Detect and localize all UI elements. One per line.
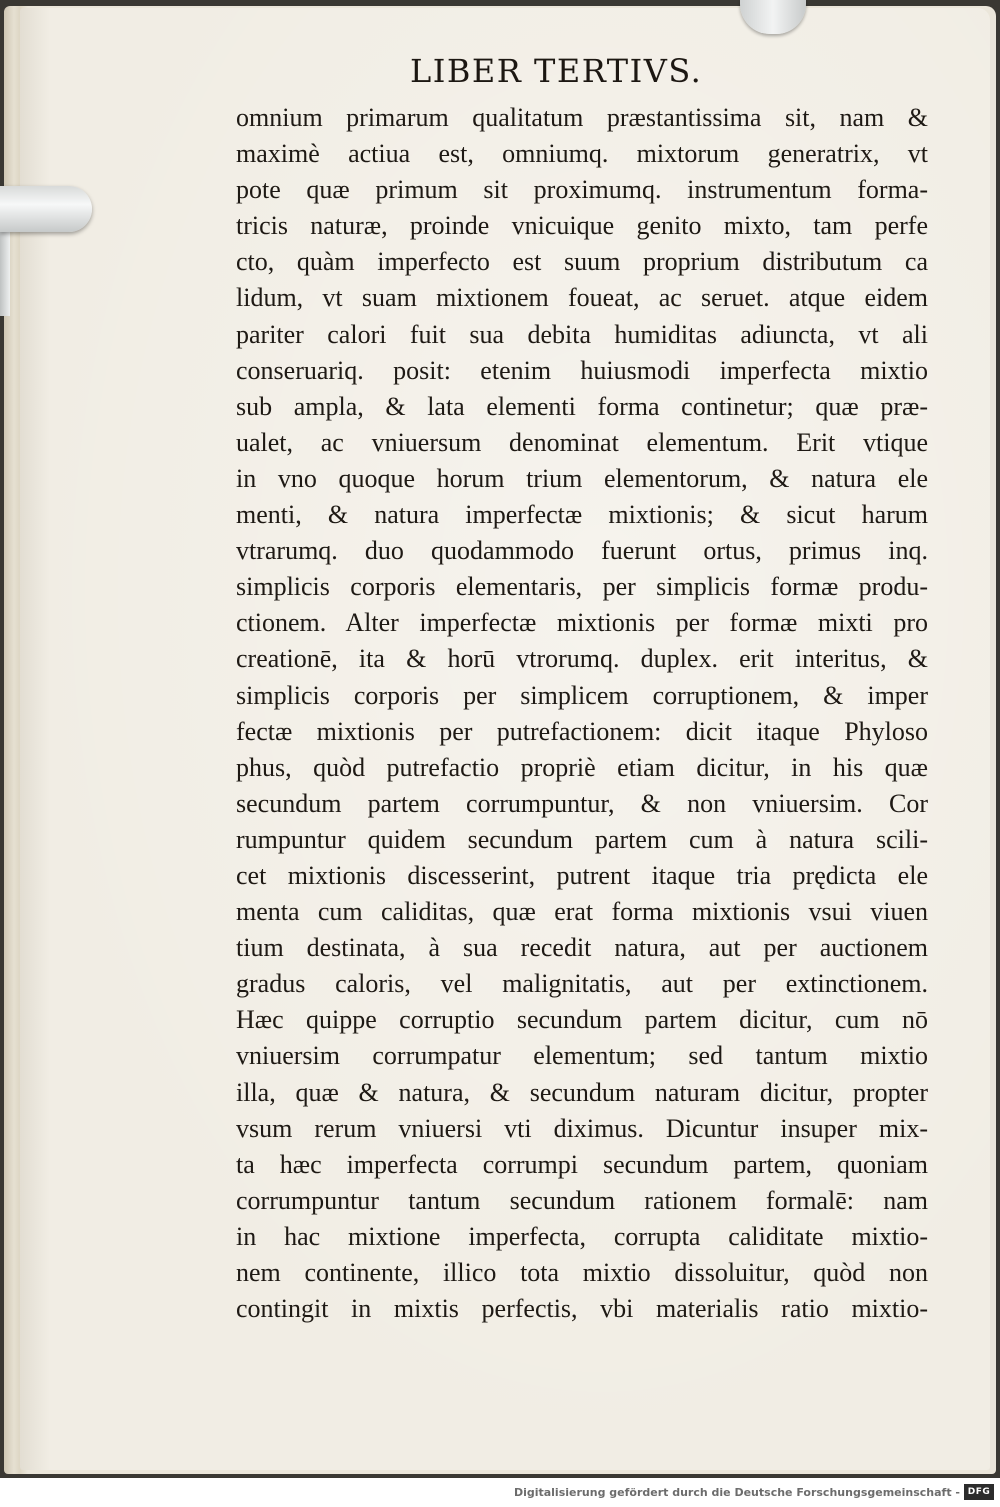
binding-clip (0, 186, 92, 232)
text-line: vsum rerum vniuersi vti diximus. Dicuntur insuper mix- (236, 1113, 928, 1143)
text-line: simplicis corporis elementaris, per simplicis formæ produ- (236, 572, 928, 602)
text-line: pariter calori fuit sua debita humiditas adiuncta, vt ali (236, 319, 928, 349)
text-line: conseruariq. posit: etenim huiusmodi imperfecta mixtio (236, 355, 928, 385)
text-line: lidum, vt suam mixtionem foueat, ac seruet. atque eidem (236, 283, 928, 313)
text-line: cto, quàm imperfecto est suum proprium distributum ca (236, 247, 928, 277)
footer-credit: Digitalisierung gefördert durch die Deutsche Forschungsgemeinschaft - (513, 1486, 960, 1499)
text-line: rumpuntur quidem secundum partem cum à natura scili- (236, 824, 928, 854)
text-line: maximè actiua est, omniumq. mixtorum generatrix, vt (236, 139, 928, 169)
text-line: ctionem. Alter imperfectæ mixtionis per formæ mixti pro (236, 608, 928, 638)
text-line: phus, quòd putrefactio propriè etiam dicitur, in his quæ (236, 752, 928, 782)
text-line: cet mixtionis discesserint, putrent itaque tria prędicta ele (236, 860, 928, 890)
text-line: fectæ mixtionis per putrefactionem: dicit itaque Phyloso (236, 716, 928, 746)
text-line: simplicis corporis per simplicem corruptionem, & imper (236, 680, 928, 710)
text-line: tricis naturæ, proinde vnicuique genito mixto, tam perfe (236, 211, 928, 241)
running-head: LIBER TERTIVS. (410, 52, 703, 90)
text-line: sub ampla, & lata elementi forma continetur; quæ præ- (236, 391, 928, 421)
dfg-logo-icon: DFG (964, 1484, 994, 1500)
text-line: ta hæc imperfecta corrumpi secundum partem, quoniam (236, 1149, 928, 1179)
text-line: secundum partem corrumpuntur, & non vniuersim. Cor (236, 788, 928, 818)
text-line: creationē, ita & horū vtrorumq. duplex. erit interitus, & (236, 644, 928, 674)
page-body-text (236, 100, 936, 1327)
text-line: menta cum caliditas, quæ erat forma mixtionis vsui viuen (236, 897, 928, 927)
text-line: contingit in mixtis perfectis, vbi materialis ratio mixtio- (236, 1294, 928, 1324)
text-line: in hac mixtione imperfecta, corrupta caliditate mixtio- (236, 1221, 928, 1251)
text-line: pote quæ primum sit proximumq. instrumentum forma- (236, 175, 928, 205)
text-line: nem continente, illico tota mixtio dissoluitur, quòd non (236, 1258, 928, 1287)
text-line: illa, quæ & natura, & secundum naturam dicitur, propter (236, 1077, 928, 1107)
text-line: vniuersim corrumpatur elementum; sed tantum mixtio (236, 1041, 928, 1071)
text-line: omnium primarum qualitatum præstantissima sit, nam & (236, 103, 928, 132)
text-line: ualet, ac vniuersum denominat elementum. Erit vtique (236, 427, 928, 457)
text-line: corrumpuntur tantum secundum rationem formalē: nam (236, 1185, 928, 1215)
text-line: tium destinata, à sua recedit natura, aut per auctionem (236, 933, 928, 963)
text-line: menti, & natura imperfectæ mixtionis; & sicut harum (236, 500, 928, 530)
text-line: Hæc quippe corruptio secundum partem dicitur, cum nō (236, 1005, 928, 1035)
text-line: in vno quoque horum trium elementorum, & natura ele (236, 463, 928, 493)
text-line: vtrarumq. duo quodammodo fuerunt ortus, primus inq. (236, 536, 928, 566)
text-line: gradus caloris, vel malignitatis, aut per extinctionem. (236, 969, 928, 999)
